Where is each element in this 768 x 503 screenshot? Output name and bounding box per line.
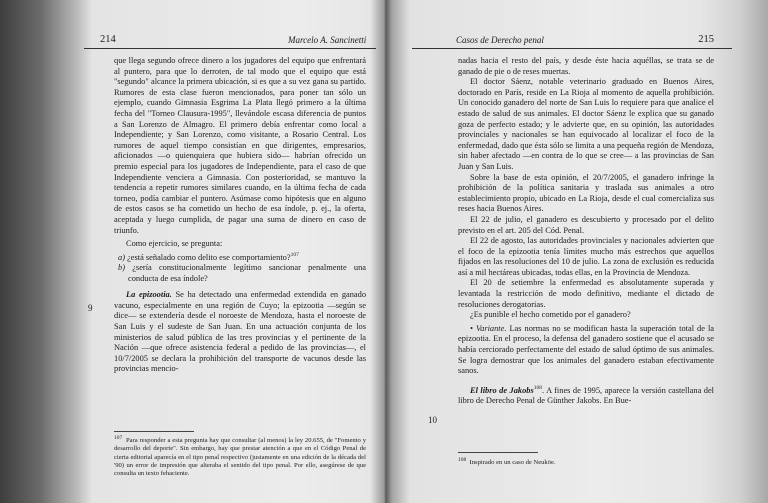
margin-number: 9	[88, 303, 93, 313]
running-head: Casos de Derecho penal	[456, 35, 544, 45]
page-number: 215	[698, 34, 714, 45]
question-a	[114, 250, 366, 263]
footnote-text: Para responder a esta pregunta hay que consultar (al menos) la ley 20.655, de "Fomento y desarrollo del deporte". Sin embargo, hay que prestar atención a que en el Código Penal de cierta editorial aparecía en el tipo penal respectivo (justamente en una edición de la década del '90) un error de impresión que alteraba el sentido del tipo penal. Por ello, asegúrese de que consulta un texto fehaciente.	[114, 437, 367, 477]
paragraph: que llega segundo ofrece dinero a los jugadores del equipo que enfrentará al puntero, para que lo derroten, de tal modo que el equipo que está "segundo" alcance la primera ubicación, si es que a su vez gana su partido. Rumores de esta clase fueron mencionados, para poner tan sólo un ejemplo, cuando Gimnasia Esgrima La Plata llegó primero a la última fecha del "Torneo Clausura-1995", llevándole escasa diferencia de puntos a San Lorenzo de Almagro. El primero debía enfrentar como local a Independiente; y San Lorenzo, como visitante, a Rosario Central. Los rumores de aquel tiempo consistían en que dirigentes, empresarios, aficionados —o quienquiera que hubiera sido— habrían ofrecido un premio especial para los jugadores de Independiente, para el caso de que Independiente venciera a Gimnasia. Con posterioridad, se mantuvo la tendencia a repetir rumores similares cuando, en la última fecha de cada torneo, podía cambiar el puntero. Asúmase como hipótesis que en alguno de estos casos se ha cometido un hecho de esa índole, p. ej., la oferta, aceptada y luego cumplida, de pagar una suma de dinero en caso de triunfo.	[114, 56, 366, 235]
left-body-text	[114, 56, 366, 375]
case-text: Se ha detectado una enfermedad extendida en ganado vacuno, especialmente en una región de Cuyo; la epizootia —según se dice— se extendería desde el noroeste de Mendoza, hasta el noroeste de San Luis y el sudeste de San Juan. En una actuación conjunta de los ministerios de salud pública de las tres provincias y el pertinente de la Nación —que ofrece asistencia federal a pedido de las provincias—, el 10/7/2005 se declara la prohibición del transporte de vacunos desde las provincias mencio-	[114, 290, 367, 374]
footnote-rule	[114, 431, 194, 432]
footnote-number: 108	[458, 457, 467, 463]
question-b	[114, 263, 366, 284]
footnote	[458, 456, 714, 467]
right-body-text	[458, 56, 714, 407]
paragraph: El doctor Sáenz, notable veterinario graduado en Buenos Aires, doctorado en París, reside en La Rioja al momento de aquella prohibición. Un conocido ganadero del norte de San Luis lo requiere para que analice el estado de salud de sus animales. El doctor Sáenz le explica que su ganado goza de perfecto estado; y le advierte que, en su opinión, las autoridades provinciales y nacionales se han equivocado al localizar el foco de la enfermedad, dado que ésta sólo se limita a una pequeña región de Mendoza, sin haber afectado —en contra de lo que se cree— a las provincias de San Juan y San Luis.	[458, 77, 714, 171]
item-label: b)	[118, 263, 125, 273]
item-label: a)	[118, 252, 125, 262]
paragraph: ¿Es punible el hecho cometido por el ganadero?	[470, 310, 631, 320]
footnote	[114, 434, 366, 478]
case-text: . A fines de 1995, aparece la versión castellana del libro de Derecho Penal de Günther Jakobs. En Bue-	[458, 385, 714, 406]
footnote-text: Inspirado en un caso de Neuköe.	[469, 459, 556, 467]
header-rule	[84, 48, 376, 49]
case-title: El libro de Jakobs	[470, 385, 534, 395]
paragraph: El 20 de setiembre la enfermedad es absolutamente superada y levantada la restricción de modo definitivo, mediante el dictado de resoluciones derogatorias.	[458, 278, 714, 309]
paragraph: El 22 de julio, el ganadero es descubierto y procesado por el delito previsto en el art. 205 del Cód. Penal.	[458, 214, 714, 235]
page-number: 214	[100, 34, 116, 45]
header-rule	[412, 48, 732, 49]
variant-text: Las normas no se modifican hasta la superación total de la epizootia. En el proceso, la defensa del ganadero sostiene que el acusado se había cerciorado perfectamente del estado de salud óptimo de sus animales. Se logra demostrar que los animales del ganadero estaban efectivamente sanos.	[458, 323, 714, 376]
question-text: ¿está señalado como delito ese comportamiento?	[127, 252, 291, 262]
question-text: ¿sería constitucionalmente legítimo sancionar penalmente una conducta de esa índole?	[128, 263, 367, 283]
footnote-ref: 108	[533, 384, 542, 391]
left-page-header	[84, 34, 376, 48]
paragraph	[458, 383, 714, 407]
footnote-ref: 107	[290, 251, 299, 258]
right-page	[412, 0, 732, 503]
footnote-number: 107	[114, 435, 123, 441]
paragraph: nadas hacia el resto del país, y desde éste hacia aquéllas, se trata se de ganado de pie o de reses muertas.	[458, 56, 714, 76]
left-page	[84, 0, 376, 503]
case-title: La epizootia.	[126, 290, 172, 300]
variant-paragraph	[458, 324, 714, 377]
right-page-header	[412, 34, 732, 48]
variant-label: • Variante.	[470, 323, 507, 333]
paragraph: El 22 de agosto, las autoridades provinciales y nacionales advierten que el foco de la epizootia tenía límites mucho más estrechos que aquellos fijados en las resoluciones del 10 de julio. La zona de exclusión es reducida así a mil hectáreas ubicadas, todas ellas, en la Provincia de Mendoza.	[458, 236, 714, 277]
paragraph: Sobre la base de esta opinión, el 20/7/2005, el ganadero infringe la prohibición de la política sanitaria y traslada sus animales a otro establecimiento propio, ubicado en La Rioja, desde el cual comercializa sus reses hacia Buenos Aires.	[458, 172, 714, 214]
margin-number: 10	[428, 415, 437, 425]
footnote-rule	[458, 452, 538, 453]
paragraph: Como ejercicio, se pregunta:	[126, 239, 223, 249]
paragraph	[114, 290, 366, 375]
running-head: Marcelo A. Sancinetti	[288, 35, 367, 45]
